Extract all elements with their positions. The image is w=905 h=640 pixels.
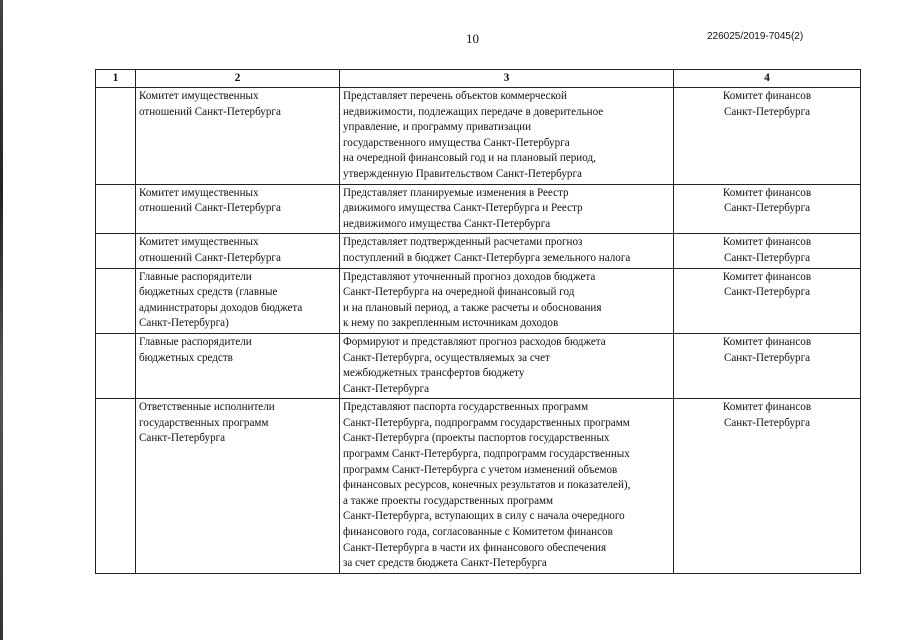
- header-col-3: 3: [340, 70, 674, 88]
- row-number-cell: [96, 234, 136, 268]
- participant-cell: [136, 234, 340, 268]
- cell-line: Санкт-Петербурга: [343, 382, 430, 395]
- table-header-row: [96, 70, 861, 88]
- action-cell: [340, 234, 674, 268]
- cell-line: отношений Санкт-Петербурга: [139, 105, 281, 118]
- cell-line: Санкт-Петербурга): [139, 317, 229, 330]
- cell-line: утвержденную Правительством Санкт-Петербурга: [343, 167, 582, 180]
- cell-line: движимого имущества Санкт-Петербурга и Реестр: [343, 202, 583, 215]
- page-number: 10: [466, 31, 479, 46]
- cell-line: Комитет финансов: [722, 335, 812, 348]
- cell-line: Комитет финансов: [722, 401, 812, 414]
- table-row: [96, 333, 861, 398]
- participant-cell: [136, 333, 340, 398]
- cell-line: программ Санкт-Петербурга с учетом изменений объемов: [343, 463, 618, 476]
- cell-line: Комитет имущественных: [139, 90, 259, 102]
- cell-line: Представляет планируемые изменения в Реестр: [343, 186, 569, 199]
- cell-line: финансового года, согласованные с Комитетом финансов: [343, 526, 613, 539]
- cell-line: бюджетных средств: [139, 351, 233, 364]
- responsibility-table: [95, 69, 861, 574]
- row-number-cell: [96, 184, 136, 234]
- cell-line: государственного имущества Санкт-Петербурга: [343, 136, 570, 149]
- cell-line: Главные распорядители: [139, 335, 252, 348]
- cell-line: недвижимости, подлежащих передаче в доверительное: [343, 105, 604, 118]
- table-row: [96, 234, 861, 268]
- participant-cell: [136, 184, 340, 234]
- table-row: [96, 184, 861, 234]
- recipient-cell: [674, 399, 861, 574]
- header-col-4: 4: [674, 70, 861, 88]
- document-code: 226025/2019-7045(2): [707, 31, 804, 42]
- cell-line: Ответственные исполнители: [139, 401, 275, 414]
- row-number-cell: [96, 333, 136, 398]
- recipient-cell: [674, 184, 861, 234]
- table-body: [96, 70, 861, 574]
- cell-line: программ Санкт-Петербурга, подпрограмм государственных: [343, 448, 630, 461]
- cell-line: Комитет финансов: [722, 236, 812, 249]
- header-col-2: 2: [136, 70, 340, 88]
- cell-line: Санкт-Петербурга в части их финансового обеспечения: [343, 541, 607, 554]
- cell-line: Санкт-Петербурга на очередной финансовый год: [343, 286, 575, 299]
- cell-line: Комитет имущественных: [139, 236, 259, 249]
- cell-line: Санкт-Петербурга, вступающих в силу с начала очередного: [343, 510, 625, 523]
- cell-line: Комитет финансов: [722, 270, 812, 283]
- participant-cell: [136, 88, 340, 185]
- action-cell: [340, 88, 674, 185]
- cell-line: и на плановый период, а также расчеты и обоснования: [343, 301, 602, 314]
- cell-line: Комитет имущественных: [139, 186, 259, 199]
- table-row: [96, 399, 861, 574]
- row-number-cell: [96, 88, 136, 185]
- cell-line: Санкт-Петербурга, осуществляемых за счет: [343, 351, 550, 364]
- cell-line: Санкт-Петербурга: [723, 416, 811, 429]
- participant-cell: [136, 399, 340, 574]
- recipient-cell: [674, 333, 861, 398]
- cell-line: Санкт-Петербурга: [723, 105, 811, 118]
- row-number-cell: [96, 399, 136, 574]
- participant-cell: [136, 268, 340, 333]
- cell-line: Главные распорядители: [139, 270, 252, 283]
- table-row: [96, 88, 861, 185]
- cell-line: Санкт-Петербурга: [723, 351, 811, 364]
- cell-line: Санкт-Петербурга: [723, 286, 811, 299]
- header-col-1: 1: [96, 70, 136, 88]
- cell-line: управление, и программу приватизации: [343, 121, 532, 134]
- cell-line: администраторы доходов бюджета: [139, 301, 303, 314]
- cell-line: Санкт-Петербурга: [723, 251, 811, 264]
- cell-line: отношений Санкт-Петербурга: [139, 251, 281, 264]
- cell-line: Представляют паспорта государственных программ: [343, 401, 589, 414]
- cell-line: бюджетных средств (главные: [139, 286, 278, 299]
- cell-line: а также проекты государственных программ: [343, 494, 554, 507]
- cell-line: поступлений в бюджет Санкт-Петербурга земельного налога: [343, 251, 631, 264]
- recipient-cell: [674, 88, 861, 185]
- action-cell: [340, 333, 674, 398]
- recipient-cell: [674, 268, 861, 333]
- table-row: [96, 268, 861, 333]
- action-cell: [340, 268, 674, 333]
- cell-line: Санкт-Петербурга: [139, 432, 226, 445]
- cell-line: Санкт-Петербурга (проекты паспортов государственных: [343, 432, 610, 445]
- cell-line: Санкт-Петербурга, подпрограмм государственных программ: [343, 416, 630, 429]
- recipient-cell: [674, 234, 861, 268]
- cell-line: Санкт-Петербурга: [723, 202, 811, 215]
- action-cell: [340, 399, 674, 574]
- action-cell: [340, 184, 674, 234]
- cell-line: недвижимого имущества Санкт-Петербурга: [343, 217, 551, 230]
- cell-line: Представляют уточненный прогноз доходов бюджета: [343, 270, 596, 283]
- cell-line: Комитет финансов: [722, 186, 812, 199]
- cell-line: отношений Санкт-Петербурга: [139, 202, 281, 215]
- cell-line: за счет средств бюджета Санкт-Петербурга: [343, 557, 547, 570]
- cell-line: Формируют и представляют прогноз расходов бюджета: [343, 335, 606, 348]
- cell-line: к нему по закрепленным источникам доходов: [343, 317, 559, 330]
- cell-line: Комитет финансов: [722, 90, 812, 102]
- cell-line: финансовых ресурсов, конечных результатов и показателей),: [343, 479, 631, 492]
- cell-line: Представляет подтвержденный расчетами прогноз: [343, 236, 583, 249]
- cell-line: межбюджетных трансфертов бюджету: [343, 367, 525, 380]
- row-number-cell: [96, 268, 136, 333]
- cell-line: государственных программ: [139, 416, 269, 429]
- cell-line: Представляет перечень объектов коммерческой: [343, 90, 567, 102]
- cell-line: на очередной финансовый год и на плановый период,: [343, 152, 596, 165]
- scan-edge: [0, 0, 3, 640]
